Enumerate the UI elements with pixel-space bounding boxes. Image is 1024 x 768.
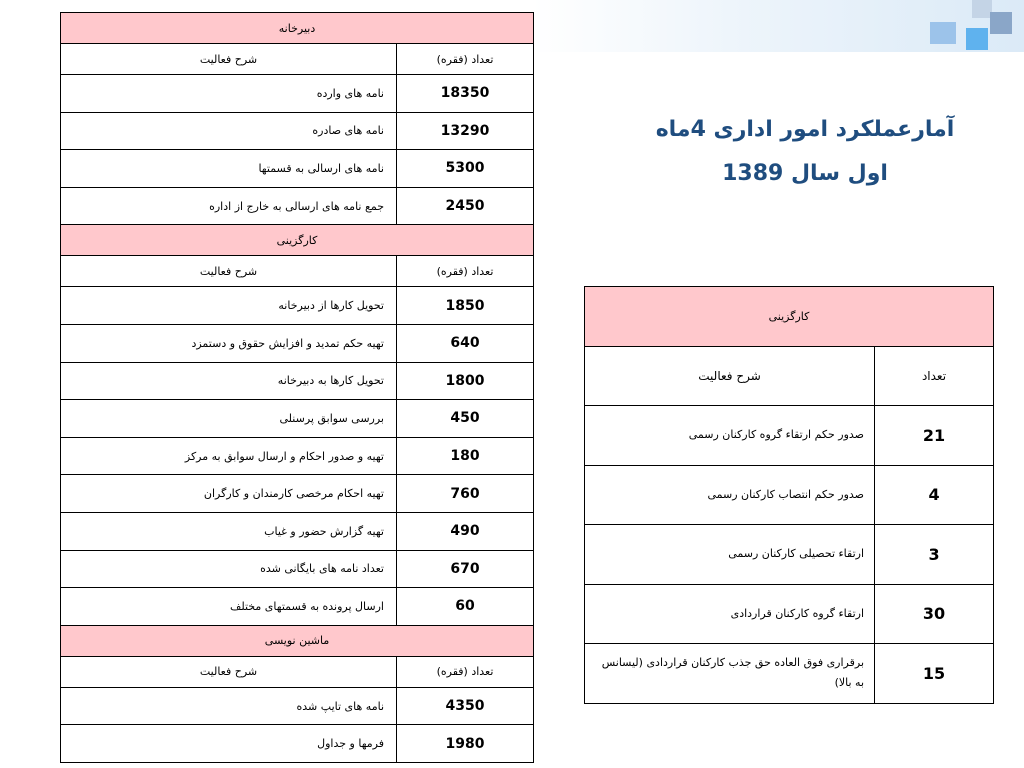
table-row xyxy=(61,687,534,725)
description-column-header: شرح فعالیت xyxy=(61,656,397,687)
table-row xyxy=(61,512,534,550)
count-cell: 13290 xyxy=(397,112,534,150)
table-row xyxy=(61,150,534,188)
personnel-promotion-table xyxy=(584,286,994,704)
decorative-square xyxy=(966,28,988,50)
table-row xyxy=(61,75,534,113)
table-row xyxy=(585,644,994,704)
count-column-header: تعداد (فقره) xyxy=(397,44,534,75)
count-cell: 5300 xyxy=(397,150,534,188)
table-row xyxy=(61,400,534,438)
description-cell: ارسال پرونده به قسمتهای مختلف xyxy=(61,588,397,626)
description-cell: نامه های تایپ شده xyxy=(61,687,397,725)
description-cell: ارتقاء تحصیلی کارکنان رسمی xyxy=(585,525,875,585)
section-title: کارگزینی xyxy=(585,287,994,347)
section-title: دبیرخانه xyxy=(61,13,534,44)
decorative-square xyxy=(930,22,956,44)
count-cell: 180 xyxy=(397,437,534,475)
description-cell: جمع نامه های ارسالی به خارج از اداره xyxy=(61,187,397,225)
page-title xyxy=(600,108,1010,196)
description-cell: صدور حکم ارتقاء گروه کارکنان رسمی xyxy=(585,406,875,466)
activity-stats-table xyxy=(60,12,534,763)
count-cell: 1980 xyxy=(397,725,534,763)
description-cell: برقراری فوق العاده حق جذب کارکنان قراردادی (لیسانس به بالا) xyxy=(585,644,875,704)
table-row xyxy=(61,112,534,150)
section-header-row xyxy=(61,625,534,656)
count-cell: 18350 xyxy=(397,75,534,113)
decorative-square xyxy=(972,0,992,18)
column-header-row xyxy=(585,346,994,406)
table-row xyxy=(61,187,534,225)
section-header-row xyxy=(61,13,534,44)
table-row xyxy=(585,584,994,644)
description-column-header: شرح فعالیت xyxy=(61,256,397,287)
table-row xyxy=(61,362,534,400)
description-column-header: شرح فعالیت xyxy=(585,346,875,406)
count-cell: 4350 xyxy=(397,687,534,725)
table-row xyxy=(61,324,534,362)
table-row xyxy=(61,550,534,588)
table-row xyxy=(61,588,534,626)
description-cell: صدور حکم انتصاب کارکنان رسمی xyxy=(585,465,875,525)
description-cell: ارتقاء گروه کارکنان قراردادی xyxy=(585,584,875,644)
count-cell: 3 xyxy=(875,525,994,585)
count-cell: 15 xyxy=(875,644,994,704)
count-cell: 640 xyxy=(397,324,534,362)
title-line-1: آمارعملکرد امور اداری 4ماه xyxy=(655,117,955,142)
description-cell: بررسی سوابق پرسنلی xyxy=(61,400,397,438)
decorative-square xyxy=(990,12,1012,34)
description-cell: تهیه حکم تمدید و افزایش حقوق و دستمزد xyxy=(61,324,397,362)
column-header-row xyxy=(61,656,534,687)
section-title: ماشین نویسی xyxy=(61,625,534,656)
count-cell: 490 xyxy=(397,512,534,550)
description-cell: تحویل کارها به دبیرخانه xyxy=(61,362,397,400)
table-row xyxy=(585,465,994,525)
table-row xyxy=(61,725,534,763)
description-cell: نامه های صادره xyxy=(61,112,397,150)
count-column-header: تعداد (فقره) xyxy=(397,256,534,287)
count-cell: 760 xyxy=(397,475,534,513)
count-cell: 60 xyxy=(397,588,534,626)
section-header-row xyxy=(585,287,994,347)
description-column-header: شرح فعالیت xyxy=(61,44,397,75)
table-row xyxy=(61,437,534,475)
column-header-row xyxy=(61,44,534,75)
count-cell: 1800 xyxy=(397,362,534,400)
description-cell: فرمها و جداول xyxy=(61,725,397,763)
count-cell: 21 xyxy=(875,406,994,466)
table-row xyxy=(61,475,534,513)
count-cell: 2450 xyxy=(397,187,534,225)
description-cell: تحویل کارها از دبیرخانه xyxy=(61,287,397,325)
count-cell: 1850 xyxy=(397,287,534,325)
count-column-header: تعداد xyxy=(875,346,994,406)
count-cell: 670 xyxy=(397,550,534,588)
description-cell: تهیه و صدور احکام و ارسال سوابق به مرکز xyxy=(61,437,397,475)
description-cell: تهیه احکام مرخصی کارمندان و کارگران xyxy=(61,475,397,513)
count-cell: 450 xyxy=(397,400,534,438)
table-row xyxy=(585,525,994,585)
count-column-header: تعداد (فقره) xyxy=(397,656,534,687)
table-row xyxy=(61,287,534,325)
table-row xyxy=(585,406,994,466)
description-cell: تهیه گزارش حضور و غیاب xyxy=(61,512,397,550)
description-cell: نامه های ارسالی به قسمتها xyxy=(61,150,397,188)
title-line-2: اول سال 1389 xyxy=(722,161,888,186)
description-cell: نامه های وارده xyxy=(61,75,397,113)
count-cell: 30 xyxy=(875,584,994,644)
section-header-row xyxy=(61,225,534,256)
column-header-row xyxy=(61,256,534,287)
description-cell: تعداد نامه های بایگانی شده xyxy=(61,550,397,588)
count-cell: 4 xyxy=(875,465,994,525)
section-title: کارگزینی xyxy=(61,225,534,256)
